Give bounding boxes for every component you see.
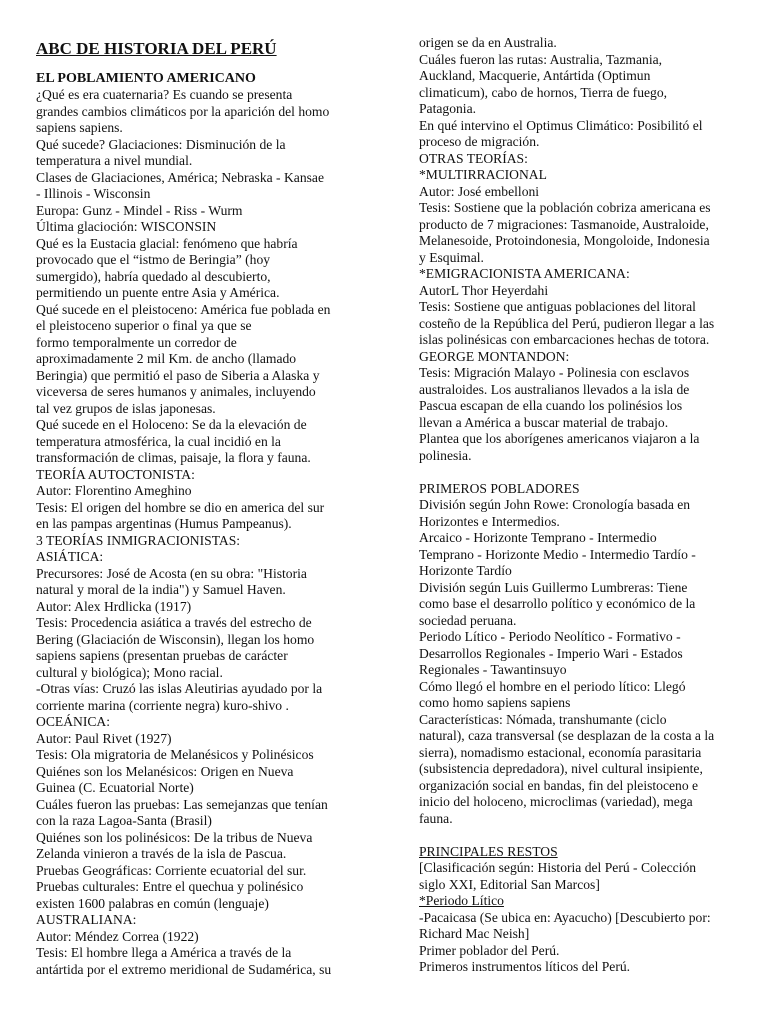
- text-line: Autor: Alex Hrdlicka (1917): [36, 598, 192, 614]
- text-line: Tesis: Procedencia asiática a través del estrecho de: [36, 615, 312, 630]
- text-line: PRIMEROS POBLADORES: [419, 480, 580, 496]
- text-line: Última glacioción: WISCONSIN: [36, 219, 217, 234]
- text-line: temperatura atmosférica, la cual incidió en la: [36, 433, 281, 449]
- left-column: [36, 38, 382, 978]
- text-line: grandes cambios climáticos por la aparición del homo: [36, 103, 330, 119]
- document-title: ABC DE HISTORIA DEL PERÚ: [36, 39, 277, 58]
- text-line: sociedad peruana.: [419, 612, 517, 628]
- text-line: - Illinois - Wisconsin: [36, 186, 151, 201]
- text-line: Horizontes e Intermedios.: [419, 513, 560, 529]
- text-line: existen 1600 palabras en común (lenguaje): [36, 895, 269, 911]
- text-line: Europa: Gunz - Mindel - Riss - Wurm: [36, 202, 243, 218]
- text-line: inicio del holoceno, microclimas (variedad), mega: [419, 794, 693, 809]
- text-line: sapiens sapiens.: [36, 120, 123, 135]
- text-line: División según John Rowe: Cronología basada en: [419, 497, 691, 512]
- text-line: TEORÍA AUTOCTONISTA:: [36, 466, 195, 482]
- text-line: Regionales - Tawantinsuyo: [419, 662, 567, 677]
- text-line: Periodo Lítico - Periodo Neolítico - Formativo -: [419, 629, 681, 644]
- text-line: organización social en bandas, fin del pleistoceno e: [419, 777, 699, 793]
- text-line: corriente marina (corriente negra) kuro-shivo .: [36, 697, 289, 713]
- text-line: Pascua escapan de ella cuando los polinésios los: [419, 398, 683, 413]
- text-line: -Pacaicasa (Se ubica en: Ayacucho) [Descubierto por:: [419, 909, 711, 925]
- text-line: sierra), nomadismo estacional, economía parasitaria: [419, 744, 702, 760]
- text-line: antártida por el extremo meridional de Sudamérica, su: [36, 961, 332, 977]
- text-line: viceversa de seres humanos y animales, incluyendo: [36, 384, 316, 399]
- text-line: Cuáles fueron las pruebas: Las semejanzas que tenían: [36, 796, 328, 812]
- text-line: origen se da en Australia.: [419, 35, 557, 50]
- text-line: Autor: Paul Rivet (1927): [36, 730, 172, 746]
- text-line: *MULTIRRACIONAL: [419, 167, 547, 182]
- text-line: Cómo llegó el hombre en el periodo lítico: Llegó: [419, 678, 686, 694]
- section-title: EL POBLAMIENTO AMERICANO: [36, 71, 256, 86]
- text-line: Desarrollos Regionales - Imperio Wari - Estados: [419, 645, 683, 661]
- text-line: Tesis: Migración Malayo - Polinesia con esclavos: [419, 365, 690, 380]
- right-text-block: [419, 35, 762, 976]
- text-line: División según Luis Guillermo Lumbreras: Tiene: [419, 579, 688, 595]
- text-line: 3 TEORÍAS INMIGRACIONISTAS:: [36, 532, 241, 548]
- text-line: en las pampas argentinas (Humus Pampeanus).: [36, 516, 292, 531]
- text-line: Temprano - Horizonte Medio - Intermedio Tardío -: [419, 546, 696, 562]
- text-line: Pruebas culturales: Entre el quechua y polinésico: [36, 879, 304, 894]
- text-line: con la raza Lagoa-Santa (Brasil): [36, 813, 212, 828]
- text-line: tal vez grupos de islas japonesas.: [36, 400, 216, 416]
- text-line: PRINCIPALES RESTOS: [419, 843, 558, 859]
- text-line: permitiendo un puente entre Asia y América.: [36, 285, 280, 300]
- text-line: climaticum), cabo de hornos, Tierra de fuego,: [419, 84, 668, 100]
- text-line: Qué sucede en el Holoceno: Se da la elevación de: [36, 417, 307, 432]
- text-line: Qué es la Eustacia glacial: fenómeno que habría: [36, 235, 298, 251]
- text-line: como homo sapiens sapiens: [419, 695, 571, 710]
- text-line: Melanesoide, Protoindonesia, Mongoloide, Indonesia: [419, 233, 710, 248]
- text-line: *EMIGRACIONISTA AMERICANA:: [419, 266, 630, 281]
- text-line: [419, 827, 762, 844]
- text-line: como base el desarrollo político y económico de la: [419, 596, 696, 611]
- text-line: Patagonia.: [419, 101, 477, 116]
- text-line: Autor: Florentino Ameghino: [36, 483, 192, 498]
- text-line: sumergido), habría quedado al descubierto,: [36, 268, 271, 284]
- text-line: australoides. Los australianos llevados a la isla de: [419, 381, 690, 397]
- text-line: Características: Nómada, transhumante (ciclo: [419, 711, 667, 727]
- text-line: Autor: José embelloni: [419, 183, 540, 199]
- right-column: [419, 35, 762, 976]
- text-line: (subsistencia depredadora), nivel cultural insipiente,: [419, 761, 703, 776]
- text-line: Bering (Glaciación de Wisconsin), llegan los homo: [36, 631, 315, 647]
- text-line: Zelanda vinieron a través de la isla de Pascua.: [36, 846, 287, 861]
- left-text-block: [36, 87, 382, 978]
- text-line: Qué sucede? Glaciaciones: Disminución de la: [36, 136, 286, 152]
- text-line: Auckland, Macquerie, Antártida (Optimun: [419, 68, 651, 83]
- text-line: Cuáles fueron las rutas: Australia, Tazmania,: [419, 51, 663, 67]
- text-line: OCEÁNICA:: [36, 714, 111, 729]
- text-line: Tesis: Ola migratoria de Melanésicos y Polinésicos: [36, 747, 314, 762]
- text-line: Tesis: Sostiene que la población cobriza americana es: [419, 200, 711, 215]
- text-line: Tesis: El hombre llega a América a través de la: [36, 945, 292, 960]
- text-line: OTRAS TEORÍAS:: [419, 150, 528, 166]
- text-line: llevan a América a buscar material de trabajo.: [419, 414, 669, 430]
- text-line: Horizonte Tardío: [419, 563, 512, 578]
- text-line: Primer poblador del Perú.: [419, 942, 560, 958]
- text-line: islas polinésicas con embarcaciones hechas de totora.: [419, 332, 710, 347]
- text-line: temperatura a nivel mundial.: [36, 153, 193, 168]
- text-line: Autor: Méndez Correa (1922): [36, 928, 199, 944]
- text-line: Precursores: José de Acosta (en su obra: "Historia: [36, 565, 307, 581]
- text-line: Clases de Glaciaciones, América; Nebraska - Kansae: [36, 169, 324, 185]
- text-line: -Otras vías: Cruzó las islas Aleutirias ayudado por la: [36, 681, 323, 696]
- text-line: natural), caza transversal (se desplazan de la costa a la: [419, 728, 715, 743]
- text-line: Quiénes son los polinésicos: De la tribus de Nueva: [36, 829, 313, 845]
- text-line: ¿Qué es era cuaternaria? Es cuando se presenta: [36, 87, 293, 102]
- text-line: Arcaico - Horizonte Temprano - Intermedio: [419, 530, 657, 545]
- text-line: GEORGE MONTANDON:: [419, 348, 570, 364]
- text-line: transformación de climas, paisaje, la flora y fauna.: [36, 450, 311, 465]
- text-line: formo temporalmente un corredor de: [36, 334, 237, 350]
- text-line: Tesis: Sostiene que antiguas poblaciones del litoral: [419, 299, 696, 314]
- text-line: Tesis: El origen del hombre se dio en america del sur: [36, 499, 325, 515]
- text-line: [419, 464, 762, 481]
- text-line: aproximadamente 2 mil Km. de ancho (llamado: [36, 351, 297, 366]
- text-line: Beringia) que permitió el paso de Siberia a Alaska y: [36, 367, 320, 383]
- text-line: En qué intervino el Optimus Climático: Posibilitó el: [419, 117, 703, 133]
- text-line: fauna.: [419, 810, 453, 826]
- text-line: costeño de la República del Perú, pudieron llegar a las: [419, 315, 715, 331]
- text-line: el pleistoceno superior o final ya que se: [36, 318, 252, 333]
- text-line: ASIÁTICA:: [36, 549, 104, 564]
- text-line: AUSTRALIANA:: [36, 912, 137, 927]
- text-line: Guinea (C. Ecuatorial Norte): [36, 780, 194, 795]
- text-line: Quiénes son los Melanésicos: Origen en Nueva: [36, 763, 294, 779]
- text-line: y Esquimal.: [419, 249, 484, 265]
- text-line: proceso de migración.: [419, 134, 540, 149]
- text-line: provocado que el “istmo de Beringia” (hoy: [36, 252, 271, 267]
- text-line: [Clasificación según: Historia del Perú - Colección: [419, 860, 697, 875]
- text-line: *Periodo Lítico: [419, 893, 504, 908]
- text-line: siglo XXI, Editorial San Marcos]: [419, 876, 600, 892]
- text-line: Qué sucede en el pleistoceno: América fue poblada en: [36, 301, 331, 317]
- text-line: Primeros instrumentos líticos del Perú.: [419, 959, 631, 974]
- text-line: AutorL Thor Heyerdahi: [419, 282, 549, 298]
- text-line: polinesia.: [419, 447, 472, 463]
- text-line: sapiens sapiens (presentan pruebas de carácter: [36, 648, 288, 663]
- text-line: natural y moral de la india") y Samuel Haven.: [36, 582, 286, 597]
- text-line: Plantea que los aborígenes americanos viajaron a la: [419, 431, 700, 446]
- text-line: Pruebas Geográficas: Corriente ecuatorial del sur.: [36, 862, 307, 878]
- text-line: cultural y biológica); Mono racial.: [36, 664, 223, 680]
- text-line: producto de 7 migraciones: Tasmanoide, Australoide,: [419, 216, 709, 232]
- text-line: Richard Mac Neish]: [419, 926, 530, 941]
